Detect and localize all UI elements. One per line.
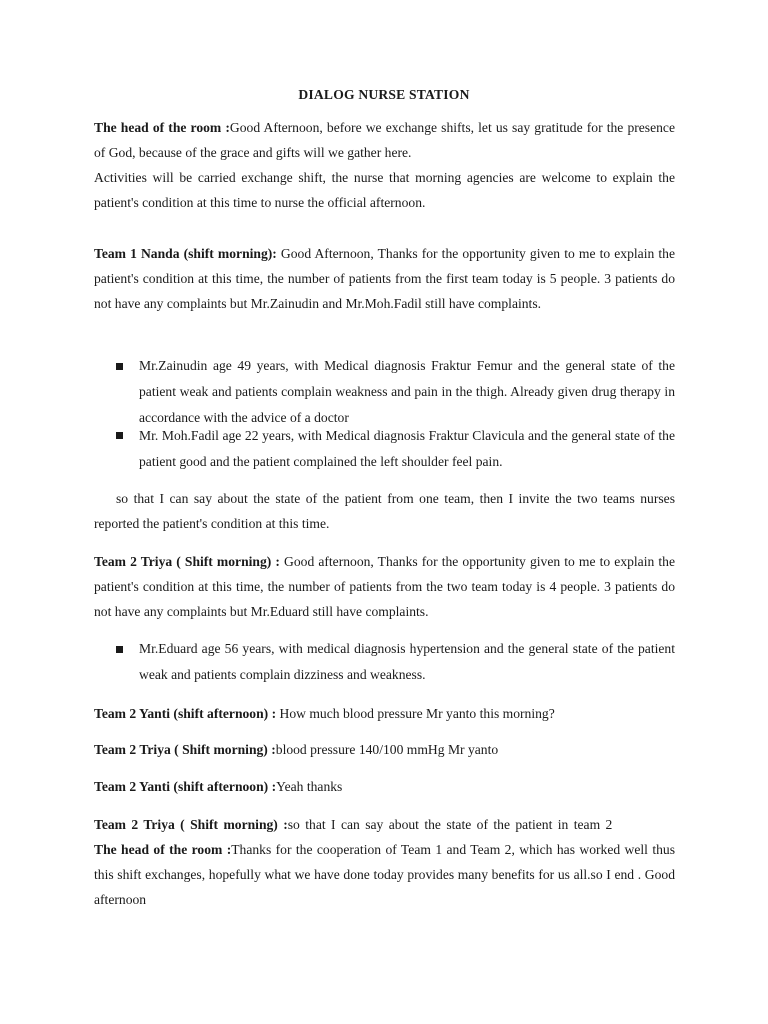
speaker-label: The head of the room : (94, 120, 230, 135)
list-item-fadil: Mr. Moh.Fadil age 22 years, with Medical diagnosis Fraktur Clavicula and the general state of the patient good and the patient complained the left shoulder feel pain. (139, 428, 675, 469)
paragraph-text: Good afternoon, Thanks for the opportunity given to me to explain the patient's condition at this time, the number of patients from the two team today is 4 people. 3 patients do not have any complaints but Mr.Eduard still have complaints. (94, 554, 675, 619)
speaker-label: Team 2 Triya ( Shift morning) : (94, 742, 276, 757)
paragraph-head-closing (94, 837, 675, 912)
paragraph-yanti-question (94, 701, 675, 726)
speaker-label: The head of the room : (94, 842, 232, 857)
paragraph-text: Thanks for the cooperation of Team 1 and Team 2, which has worked well thus this shift exchanges, hopefully what we have done today provides many benefits for us all.so I end . Good afternoon (94, 842, 675, 907)
paragraph-head-opening (94, 115, 675, 165)
paragraph-triya-closing (94, 812, 675, 837)
speaker-label: Team 2 Triya ( Shift morning) : (94, 554, 280, 569)
paragraph-invite-team2 (94, 486, 675, 536)
paragraph-text: Good Afternoon, Thanks for the opportunity given to me to explain the patient's condition at this time, the number of patients from the first team today is 5 people. 3 patients do not have any complaints but Mr.Zainudin and Mr.Moh.Fadil still have complaints. (94, 246, 675, 311)
bullet-square-icon (116, 363, 123, 370)
speaker-label: Team 2 Triya ( Shift morning) : (94, 817, 288, 832)
paragraph-activities (94, 165, 675, 215)
paragraph-yanti-thanks (94, 774, 675, 799)
paragraph-text: Yeah thanks (276, 779, 343, 794)
paragraph-text: Good Afternoon, before we exchange shifts, let us say gratitude for the presence of God, because of the grace and gifts will we gather here. (94, 120, 675, 160)
paragraph-text: so that I can say about the state of the patient from one team, then I invite the two teams nurses reported the patient's condition at this time. (94, 491, 675, 531)
document-title: DIALOG NURSE STATION (298, 87, 470, 102)
list-item-zainudin: Mr.Zainudin age 49 years, with Medical diagnosis Fraktur Femur and the general state of the patient weak and patients complain weakness and pain in the thigh. Already given drug therapy in accordance with the advice of a doctor (139, 358, 675, 425)
speaker-label: Team 2 Yanti (shift afternoon) : (94, 706, 277, 721)
paragraph-triya-bp (94, 737, 675, 762)
bullet-square-icon (116, 646, 123, 653)
paragraph-text: so that I can say about the state of the patient in team 2 (287, 817, 613, 832)
speaker-label: Team 1 Nanda (shift morning): (94, 246, 277, 261)
paragraph-text: How much blood pressure Mr yanto this morning? (276, 706, 555, 721)
paragraph-team1-nanda (94, 241, 675, 316)
speaker-label: Team 2 Yanti (shift afternoon) : (94, 779, 277, 794)
paragraph-text: blood pressure 140/100 mmHg Mr yanto (275, 742, 499, 757)
list-item-eduard: Mr.Eduard age 56 years, with medical diagnosis hypertension and the general state of the patient weak and patients complain dizziness and weakness. (139, 641, 675, 682)
paragraph-team2-triya (94, 549, 675, 624)
paragraph-text: Activities will be carried exchange shift, the nurse that morning agencies are welcome to explain the patient's condition at this time to nurse the official afternoon. (94, 170, 675, 210)
bullet-square-icon (116, 432, 123, 439)
